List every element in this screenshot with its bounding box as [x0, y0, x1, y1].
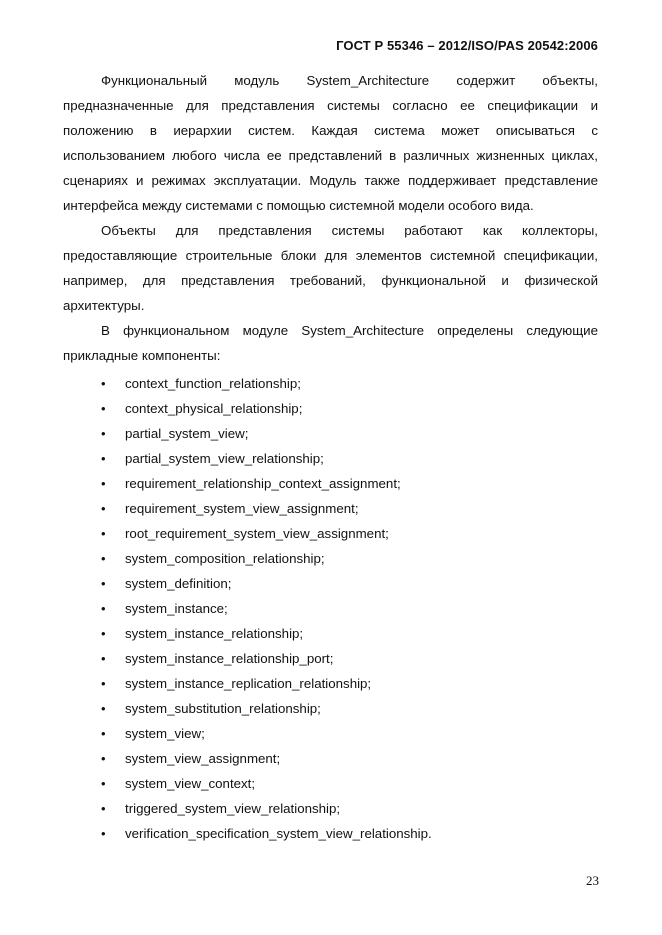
list-item — [63, 496, 598, 521]
list-item — [63, 746, 598, 771]
paragraph-system-objects: Объекты для представления системы работают как коллекторы, предоставляющие строительные блоки для элементов системной спецификации, например, для представления требований, функциональной и физической архитектуры. — [63, 223, 598, 313]
bullet-icon: • — [101, 601, 106, 616]
list-item-text: partial_system_view_relationship; — [125, 451, 324, 466]
list-item-text: requirement_relationship_context_assignment; — [125, 476, 401, 491]
list-item-text: system_instance_replication_relationship; — [125, 676, 372, 691]
list-item-text: system_substitution_relationship; — [125, 701, 321, 716]
page-body — [63, 68, 598, 846]
list-item — [63, 696, 598, 721]
bullet-icon: • — [101, 751, 106, 766]
page-number: 23 — [586, 873, 599, 888]
document-header: ГОСТ Р 55346 – 2012/ISO/PAS 20542:2006 — [336, 38, 598, 53]
bullet-icon: • — [101, 551, 106, 566]
list-item — [63, 546, 598, 571]
components-list — [63, 371, 598, 846]
bullet-icon: • — [101, 376, 106, 391]
list-item-text: system_view_assignment; — [125, 751, 281, 766]
list-item — [63, 371, 598, 396]
list-item-text: requirement_system_view_assignment; — [125, 501, 359, 516]
list-item — [63, 646, 598, 671]
list-item — [63, 821, 598, 846]
list-item-text: context_function_relationship; — [125, 376, 301, 391]
list-item-text: system_instance_relationship; — [125, 626, 304, 641]
bullet-icon: • — [101, 826, 106, 841]
bullet-icon: • — [101, 776, 106, 791]
list-item — [63, 796, 598, 821]
paragraph-components-intro: В функциональном модуле System_Architecture определены следующие прикладные компоненты: — [63, 323, 598, 363]
list-item-text: verification_specification_system_view_relationship. — [125, 826, 432, 841]
bullet-icon: • — [101, 451, 106, 466]
list-item — [63, 396, 598, 421]
list-item-text: root_requirement_system_view_assignment; — [125, 526, 389, 541]
bullet-icon: • — [101, 626, 106, 641]
bullet-icon: • — [101, 726, 106, 741]
list-item-text: partial_system_view; — [125, 426, 249, 441]
list-item-text: system_instance; — [125, 601, 228, 616]
bullet-icon: • — [101, 701, 106, 716]
bullet-icon: • — [101, 801, 106, 816]
bullet-icon: • — [101, 526, 106, 541]
list-item-text: context_physical_relationship; — [125, 401, 303, 416]
list-item — [63, 671, 598, 696]
list-item — [63, 421, 598, 446]
list-item — [63, 471, 598, 496]
list-item-text: system_view_context; — [125, 776, 256, 791]
list-item-text: system_definition; — [125, 576, 232, 591]
list-item — [63, 446, 598, 471]
list-item-text: triggered_system_view_relationship; — [125, 801, 341, 816]
bullet-icon: • — [101, 476, 106, 491]
list-item — [63, 771, 598, 796]
bullet-icon: • — [101, 576, 106, 591]
list-item — [63, 721, 598, 746]
list-item — [63, 571, 598, 596]
list-item-text: system_composition_relationship; — [125, 551, 325, 566]
bullet-icon: • — [101, 401, 106, 416]
list-item-text: system_view; — [125, 726, 205, 741]
list-item-text: system_instance_relationship_port; — [125, 651, 334, 666]
paragraph-module-description: Функциональный модуль System_Architecture содержит объекты, предназначенные для представления системы согласно ее спецификации и положению в иерархии систем. Каждая система может описываться с использованием любого числа ее представлений в различных жизненных циклах, сценариях и режимах эксплуатации. Модуль также поддерживает представление интерфейса между системами с помощью системной модели особого вида. — [63, 73, 598, 213]
bullet-icon: • — [101, 676, 106, 691]
list-item — [63, 596, 598, 621]
list-item — [63, 521, 598, 546]
bullet-icon: • — [101, 651, 106, 666]
bullet-icon: • — [101, 426, 106, 441]
bullet-icon: • — [101, 501, 106, 516]
list-item — [63, 621, 598, 646]
